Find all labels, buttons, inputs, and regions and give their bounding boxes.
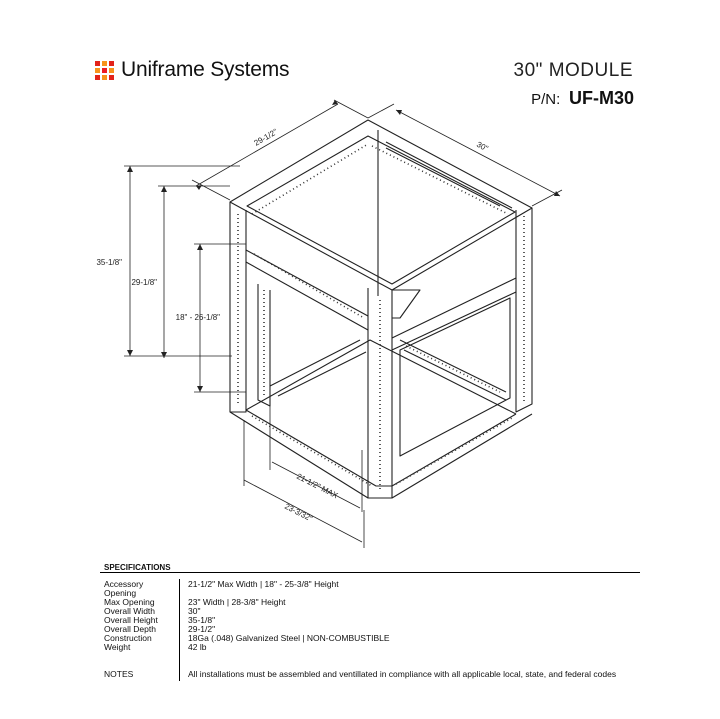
dim-accessory-width-ext: [270, 400, 362, 512]
arrow-head: [161, 186, 167, 192]
dim-width-line: [396, 110, 560, 196]
spec-value: 29-1/2": [188, 624, 216, 634]
spec-value: 23" Width | 28-3/8" Height: [188, 597, 286, 607]
spec-row: [104, 580, 390, 598]
interior-rail-low: [400, 340, 506, 392]
spec-key: Overall Width: [104, 606, 156, 616]
part-number-label: P/N:: [531, 91, 561, 108]
spec-key: Overall Height: [104, 615, 158, 625]
arrow-head: [197, 244, 203, 250]
notes-label: NOTES: [104, 669, 134, 679]
frame-bottom-outline: [230, 412, 532, 498]
specs-table: [104, 580, 390, 652]
spec-value: 35-1/8": [188, 615, 216, 625]
dim-depth-line: [196, 104, 338, 186]
part-number-value: UF-M30: [568, 88, 634, 108]
spec-row: [104, 643, 390, 652]
specs-title: SPECIFICATIONS: [104, 563, 171, 572]
post-front-right: [516, 208, 532, 412]
spec-key: Max Opening: [104, 597, 155, 607]
spec-value: 18Ga (.048) Galvanized Steel | NON-COMBUSTIBLE: [188, 633, 390, 643]
inner-cross-brace-2: [278, 352, 366, 396]
spec-key: Accessory Opening: [104, 579, 144, 598]
dim-label-width: 30": [475, 139, 490, 154]
spec-row: [104, 634, 390, 643]
front-face-gusset: [392, 290, 420, 318]
spec-key: Weight: [104, 642, 131, 652]
arrow-head: [197, 386, 203, 392]
dim-label-opening-height: 29-1/8": [131, 278, 157, 287]
spec-value: 21-1/2" Max Width | 18" - 25-3/8" Height: [188, 579, 339, 589]
notes-text: All installations must be assembled and ventillated in compliance with all applicable local, state, and federal codes: [188, 669, 617, 679]
arrow-head: [127, 350, 133, 356]
arrow-head: [161, 352, 167, 358]
brand-name: Uniframe Systems: [121, 58, 290, 81]
dim-label-depth: 29-1/2": [252, 127, 280, 148]
frame-top-inner: [247, 136, 515, 284]
front-face-rail-lower: [392, 292, 516, 350]
inner-cross-brace: [270, 340, 360, 386]
module-title: 30" MODULE: [513, 60, 633, 81]
dim-width-ext: [368, 104, 562, 206]
spec-value: 30": [188, 606, 201, 616]
spec-key: Overall Depth: [104, 624, 156, 634]
back-rail-2: [386, 139, 512, 208]
dim-label-opening-width: 23-3/32": [283, 501, 314, 524]
back-rail: [386, 148, 500, 206]
hole-row: [372, 146, 508, 214]
hole-row: [406, 346, 500, 392]
arrow-head: [127, 166, 133, 172]
front-face-opening: [400, 298, 510, 456]
front-face-rail: [392, 278, 516, 338]
left-face-rail-mid: [246, 262, 368, 330]
dim-height-ext: [124, 166, 240, 356]
dim-label-accessory-height: 18" - 26-1/8": [175, 313, 220, 322]
dim-depth-ext: [192, 100, 368, 200]
dim-label-accessory-width: 21-1/2" MAX: [295, 471, 340, 501]
dim-label-overall-height: 35-1/8": [96, 258, 122, 267]
spec-value: 42 lb: [188, 642, 207, 652]
interior-rail-low-2: [404, 350, 506, 400]
specs-divider: [100, 572, 640, 573]
spec-key: Construction: [104, 633, 152, 643]
